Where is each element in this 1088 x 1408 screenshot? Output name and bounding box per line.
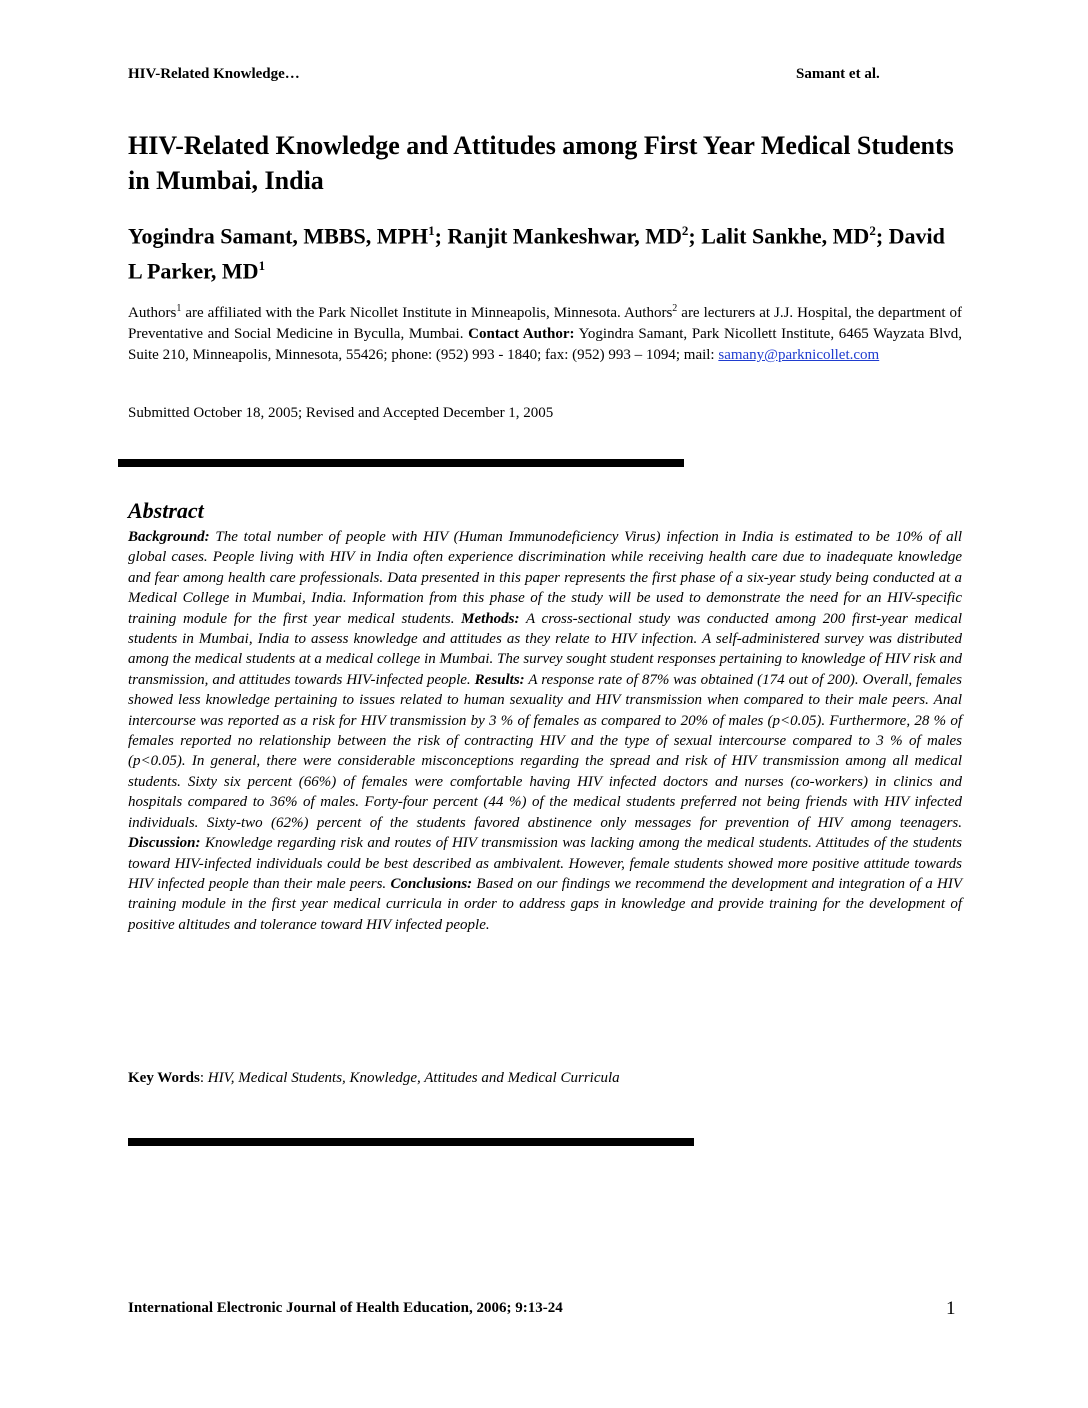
author-affiliation-mark: 2 [681, 223, 689, 238]
abstract-section-text: The total number of people with HIV (Human Immunodeficiency Virus) infection in India is estimated to be 10% of all global cases. People living with HIV in India often experience discrimination while receiving health care due to inadequate knowledge and fear among health care professionals. Data presented in this paper represents the first phase of a six-year study being conducted at a Medical College in Mumbai, India. Information from this phase of the study will be used to demonstrate the need for an HIV-specific training module for the first year medical students. [128, 529, 962, 627]
author-name: Ranjit Mankeshwar, MD [447, 223, 682, 249]
abstract-section-label: Conclusions: [390, 875, 473, 892]
author-name: David L Parker, MD [128, 223, 945, 284]
abstract-section-label: Results: [474, 671, 525, 688]
author-separator: ; [688, 223, 702, 249]
affiliation-mark: 2 [672, 303, 678, 314]
section-divider [128, 1138, 694, 1146]
contact-author-text: Yogindra Samant, Park Nicollett Institute, 6465 Wayzata Blvd, Suite 210, Minneapolis, Minnesota, 55426; phone: (952) 993 - 1840; fax: (952) 993 – 1094; mail: [128, 326, 963, 363]
affiliation-paragraph [128, 298, 962, 366]
contact-author-label: Contact Author: [468, 326, 575, 342]
section-divider [118, 459, 684, 467]
author-affiliation-mark: 1 [258, 258, 266, 274]
keywords-colon: : [199, 1070, 208, 1086]
running-header-right: Samant et al. [796, 66, 880, 82]
author-separator: ; [875, 223, 889, 249]
author-name: Lalit Sankhe, MD [701, 223, 870, 249]
abstract-body [128, 527, 962, 935]
author-affiliation-mark: 1 [428, 223, 435, 238]
abstract-section-text: A response rate of 87% was obtained (174 out of 200). Overall, females showed less knowledge pertaining to issues related to human sexuality and HIV transmission when compared to their male peers. Anal intercourse was reported as a risk for HIV transmission by 3 % of females as compared to 20% of males (p<0.05). Furthermore, 28 % of females reported no relationship between the risk of contracting HIV and the type of sexual intercourse compared to 3 % of males (p<0.05). In general, there were considerable misconceptions regarding the spread and risk of HIV transmission among all medical students. Sixty six percent (66%) of females were comfortable having HIV infected doctors and nurses (co-workers) in clinics and hospitals compared to 36% of males. Forty-four percent (44 %) of the medical students preferred not being friends with HIV infected individuals. Sixty-two (62%) percent of the students favored abstinence only messages for prevention of HIV among teenagers. [128, 671, 962, 831]
author-list [128, 216, 958, 287]
affiliation-text: are lecturers at J.J. Hospital, the department of Preventative and Social Medicine in Byculla, Mumbai. [128, 305, 962, 342]
affiliation-text: are affiliated with the Park Nicollet Institute in Minneapolis, Minnesota. Authors [181, 305, 673, 321]
abstract-section-label: Discussion: [128, 835, 201, 852]
contact-email-link[interactable]: samany@parknicollet.com [718, 347, 880, 363]
author-affiliation-mark: 2 [869, 223, 876, 238]
author-name: Yogindra Samant, MBBS, MPH [128, 223, 429, 249]
page-number: 1 [946, 1298, 956, 1319]
author-separator: ; [434, 223, 448, 249]
paper-title: HIV-Related Knowledge and Attitudes among First Year Medical Students in Mumbai, India [128, 131, 954, 195]
keywords-text: HIV, Medical Students, Knowledge, Attitudes and Medical Curricula [207, 1070, 620, 1086]
running-header-left: HIV-Related Knowledge… [128, 66, 300, 82]
journal-citation: International Electronic Journal of Health Education, 2006; 9:13-24 [128, 1300, 563, 1316]
abstract-section-text: Based on our findings we recommend the development and integration of a HIV training module in the first year medical curricula in order to address gaps in knowledge and provide training for the development of positive altitudes and tolerance toward HIV infected people. [128, 875, 962, 933]
keywords-label: Key Words [128, 1070, 200, 1086]
affiliation-text: Authors [128, 305, 177, 321]
abstract-section-text: A cross-sectional study was conducted among 200 first-year medical students in Mumbai, India to assess knowledge and attitudes as they relate to HIV infection. A self-administered survey was distributed among the medical students at a medical college in Mumbai. The survey sought student responses pertaining to knowledge of HIV risk and transmission, and attitudes towards HIV-infected people. [128, 610, 962, 688]
abstract-section-label: Methods: [461, 610, 520, 627]
abstract-section-text: Knowledge regarding risk and routes of HIV transmission was lacking among the medical students. Attitudes of the students toward HIV-infected individuals could be best described as ambivalent. However, female students showed more positive attitude towards HIV infected people than their male peers. [128, 835, 962, 892]
affiliation-mark: 1 [176, 303, 182, 314]
submission-dates: Submitted October 18, 2005; Revised and Accepted December 1, 2005 [128, 405, 554, 421]
keywords [128, 1070, 620, 1087]
abstract-section-label: Background: [128, 529, 210, 545]
abstract-heading: Abstract [128, 498, 204, 523]
